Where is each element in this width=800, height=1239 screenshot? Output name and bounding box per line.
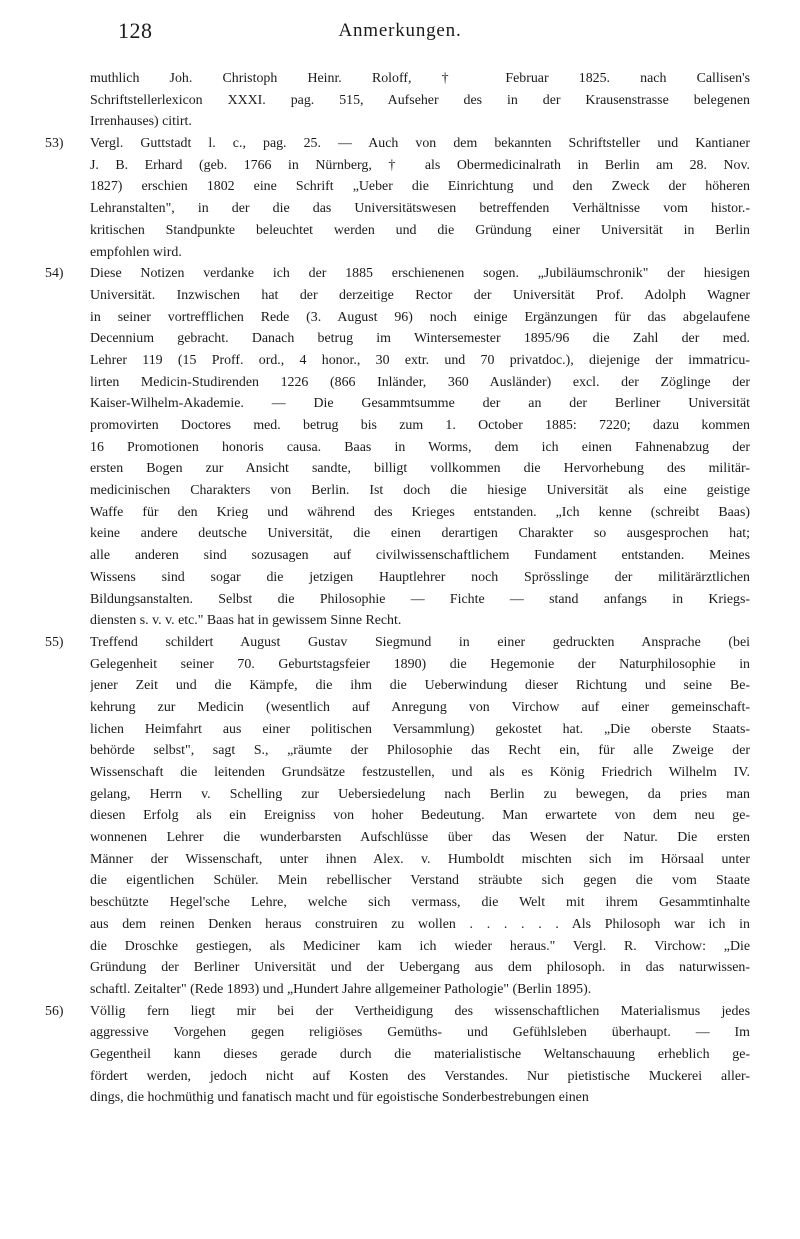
text-line: muthlich Joh. Christoph Heinr. Roloff, † Februar 1825. nach Callisen's <box>90 71 750 86</box>
text-line: Lehranstalten", in der die das Universitätswesen betreffenden Verhältnisse vom histor.- <box>90 201 750 217</box>
text-line: die eigentlichen Schüler. Mein rebellischer Verstand sträubte sich gegen die vom Staate <box>90 873 750 889</box>
text-line: behörde selbst", sagt S., „räumte der Philosophie das Recht ein, für alle Zweige der <box>90 743 750 759</box>
text-line: Universität. Inzwischen hat der derzeitige Rector der Universität Prof. Adolph Wagner <box>90 287 750 303</box>
text-line: diesen Erfolg als ein Ereigniss von hoher Bedeutung. Man erwartete von dem neu ge- <box>90 808 750 824</box>
text-line: dings, die hochmüthig und fanatisch macht und für egoistische Sonderbestrebungen einen <box>90 1090 589 1106</box>
text-line: lirten Medicin-Studirenden 1226 (866 Inländer, 360 Ausländer) excl. der Zöglinge der <box>90 374 750 390</box>
text-line: Decennium gebracht. Danach betrug im Wintersemester 1895/96 die Zahl der med. <box>90 331 750 347</box>
text-line: in seiner vortrefflichen Rede (3. August 96) noch einige Ergänzungen für das abgelaufene <box>90 309 750 325</box>
text-line: die Droschke gestiegen, als Mediciner kam ich wieder heraus." Vergl. R. Virchow: „Die <box>90 938 750 954</box>
text-line: diensten s. v. v. etc." Baas hat in gewissem Sinne Recht. <box>90 613 402 629</box>
text-line: promovirten Doctores med. betrug bis zum 1. October 1885: 7220; dazu kommen <box>90 418 750 433</box>
running-title: Anmerkungen. <box>338 20 462 41</box>
text-line: aggressive Vorgehen gegen religiöses Gemüths- und Gefühlsleben überhaupt. — Im <box>90 1025 750 1041</box>
endnote <box>0 1001 800 1109</box>
text-line: aus dem reinen Denken heraus construiren zu wollen . . . . . . Als Philosoph war ich in <box>90 916 750 932</box>
text-line: alle anderen sind sozusagen auf civilwissenschaftlichem Fundament entstanden. Meines <box>90 548 750 564</box>
text-line: gelang, Herrn v. Schelling zur Uebersiedelung nach Berlin zu bewegen, da pries man <box>90 786 750 802</box>
text-line: Wissens sind sogar die jetzigen Hauptlehrer noch Sprösslinge der militärärztlichen <box>90 569 750 585</box>
endnote <box>0 263 800 632</box>
text-line: lichen Heimfahrt aus einer politischen Versammlung) gekostet hat. „Die oberste Staats- <box>90 721 750 737</box>
text-line: kritischen Standpunkte beleuchtet werden und die Gründung einer Universität in Berlin <box>90 222 750 238</box>
text-line: empfohlen wird. <box>90 244 182 260</box>
text-line: kehrung zur Medicin (wesentlich auf Anregung von Virchow auf einer gemeinschaft- <box>90 699 750 715</box>
text-line: J. B. Erhard (geb. 1766 in Nürnberg, † als Obermedicinalrath in Berlin am 28. Nov. <box>90 157 750 173</box>
text-line: Völlig fern liegt mir bei der Vertheidigung des wissenschaftlichen Materialismus jedes <box>90 1003 750 1019</box>
text-line: Gründung der Berliner Universität und der Uebergang aus dem philosoph. in das naturwissen- <box>90 960 750 976</box>
endnote-number: 55) <box>45 634 64 650</box>
endnote-number: 56) <box>45 1003 64 1019</box>
text-line: keine andere deutsche Universität, die einen derartigen Charakter so ausgesprochen hat; <box>90 526 750 542</box>
page-header <box>0 18 800 48</box>
text-line: schaftl. Zeitalter" (Rede 1893) und „Hundert Jahre allgemeiner Pathologie" (Berlin 1895). <box>90 981 592 997</box>
text-line: Treffend schildert August Gustav Siegmund in einer gedruckten Ansprache (bei <box>90 634 750 650</box>
endnote <box>0 632 800 1001</box>
endnote-number: 53) <box>45 136 64 152</box>
text-line: Irrenhauses) citirt. <box>90 114 192 130</box>
text-line: Schriftstellerlexicon XXXI. pag. 515, Aufseher des in der Krausenstrasse belegenen <box>90 92 750 108</box>
text-line: Kaiser-Wilhelm-Akademie. — Die Gesammtsumme der an der Berliner Universität <box>90 396 750 412</box>
text-line: jener Zeit und die Kämpfe, die ihm die Ueberwindung dieser Richtung und seine Be- <box>90 678 750 694</box>
text-line: 16 Promotionen honoris causa. Baas in Worms, dem ich einen Fahnenabzug der <box>90 439 750 455</box>
text-line: Bildungsanstalten. Selbst die Philosophie — Fichte — stand anfangs in Kriegs- <box>90 591 750 607</box>
text-line: Gelegenheit seiner 70. Geburtstagsfeier 1890) die Hegemonie der Naturphilosophie in <box>90 656 750 672</box>
endnote <box>0 133 800 263</box>
text-line: Waffe für den Krieg und während des Krieges entstanden. „Ich kenne (schreibt Baas) <box>90 504 750 520</box>
text-line: ersten Bogen zur Ansicht sandte, billigt vollkommen die Hervorhebung des militär- <box>90 461 750 477</box>
text-line: beschützte Hegel'sche Lehre, welche sich vermass, die Welt mit ihrem Gesammtinhalte <box>90 895 750 911</box>
endnote-number: 54) <box>45 266 64 282</box>
text-line: 1827) erschien 1802 eine Schrift „Ueber die Einrichtung und den Zweck der höheren <box>90 179 750 195</box>
text-line: Gegentheil kann dieses gerade durch die materialistische Weltanschauung erheblich ge- <box>90 1046 750 1062</box>
text-line: medicinischen Charakters von Berlin. Ist doch die hiesige Universität als eine geistige <box>90 483 750 499</box>
text-line: wonnenen Lehrer die wunderbarsten Aufschlüsse über das Wesen der Natur. Die ersten <box>90 830 750 846</box>
text-line: Lehrer 119 (15 Proff. ord., 4 honor., 30 extr. und 70 privatdoc.), diejenige der immatricu- <box>90 352 750 368</box>
text-line: Diese Notizen verdanke ich der 1885 erschienenen sogen. „Jubiläumschronik" der hiesigen <box>90 266 750 282</box>
endnotes <box>0 68 800 1109</box>
text-line: Wissenschaft die leitenden Grundsätze festzustellen, und als es König Friedrich Wilhelm IV. <box>90 765 750 780</box>
endnote <box>0 68 800 133</box>
text-line: Männer der Wissenschaft, unter ihnen Alex. v. Humboldt mischten sich im Hörsaal unter <box>90 851 750 867</box>
page-number: 128 <box>118 18 153 43</box>
text-line: Vergl. Guttstadt l. c., pag. 25. — Auch von dem bekannten Schriftsteller und Kantianer <box>90 136 750 152</box>
text-line: fördert werden, jedoch nicht auf Kosten des Verstandes. Nur pietistische Muckerei aller- <box>90 1068 750 1084</box>
